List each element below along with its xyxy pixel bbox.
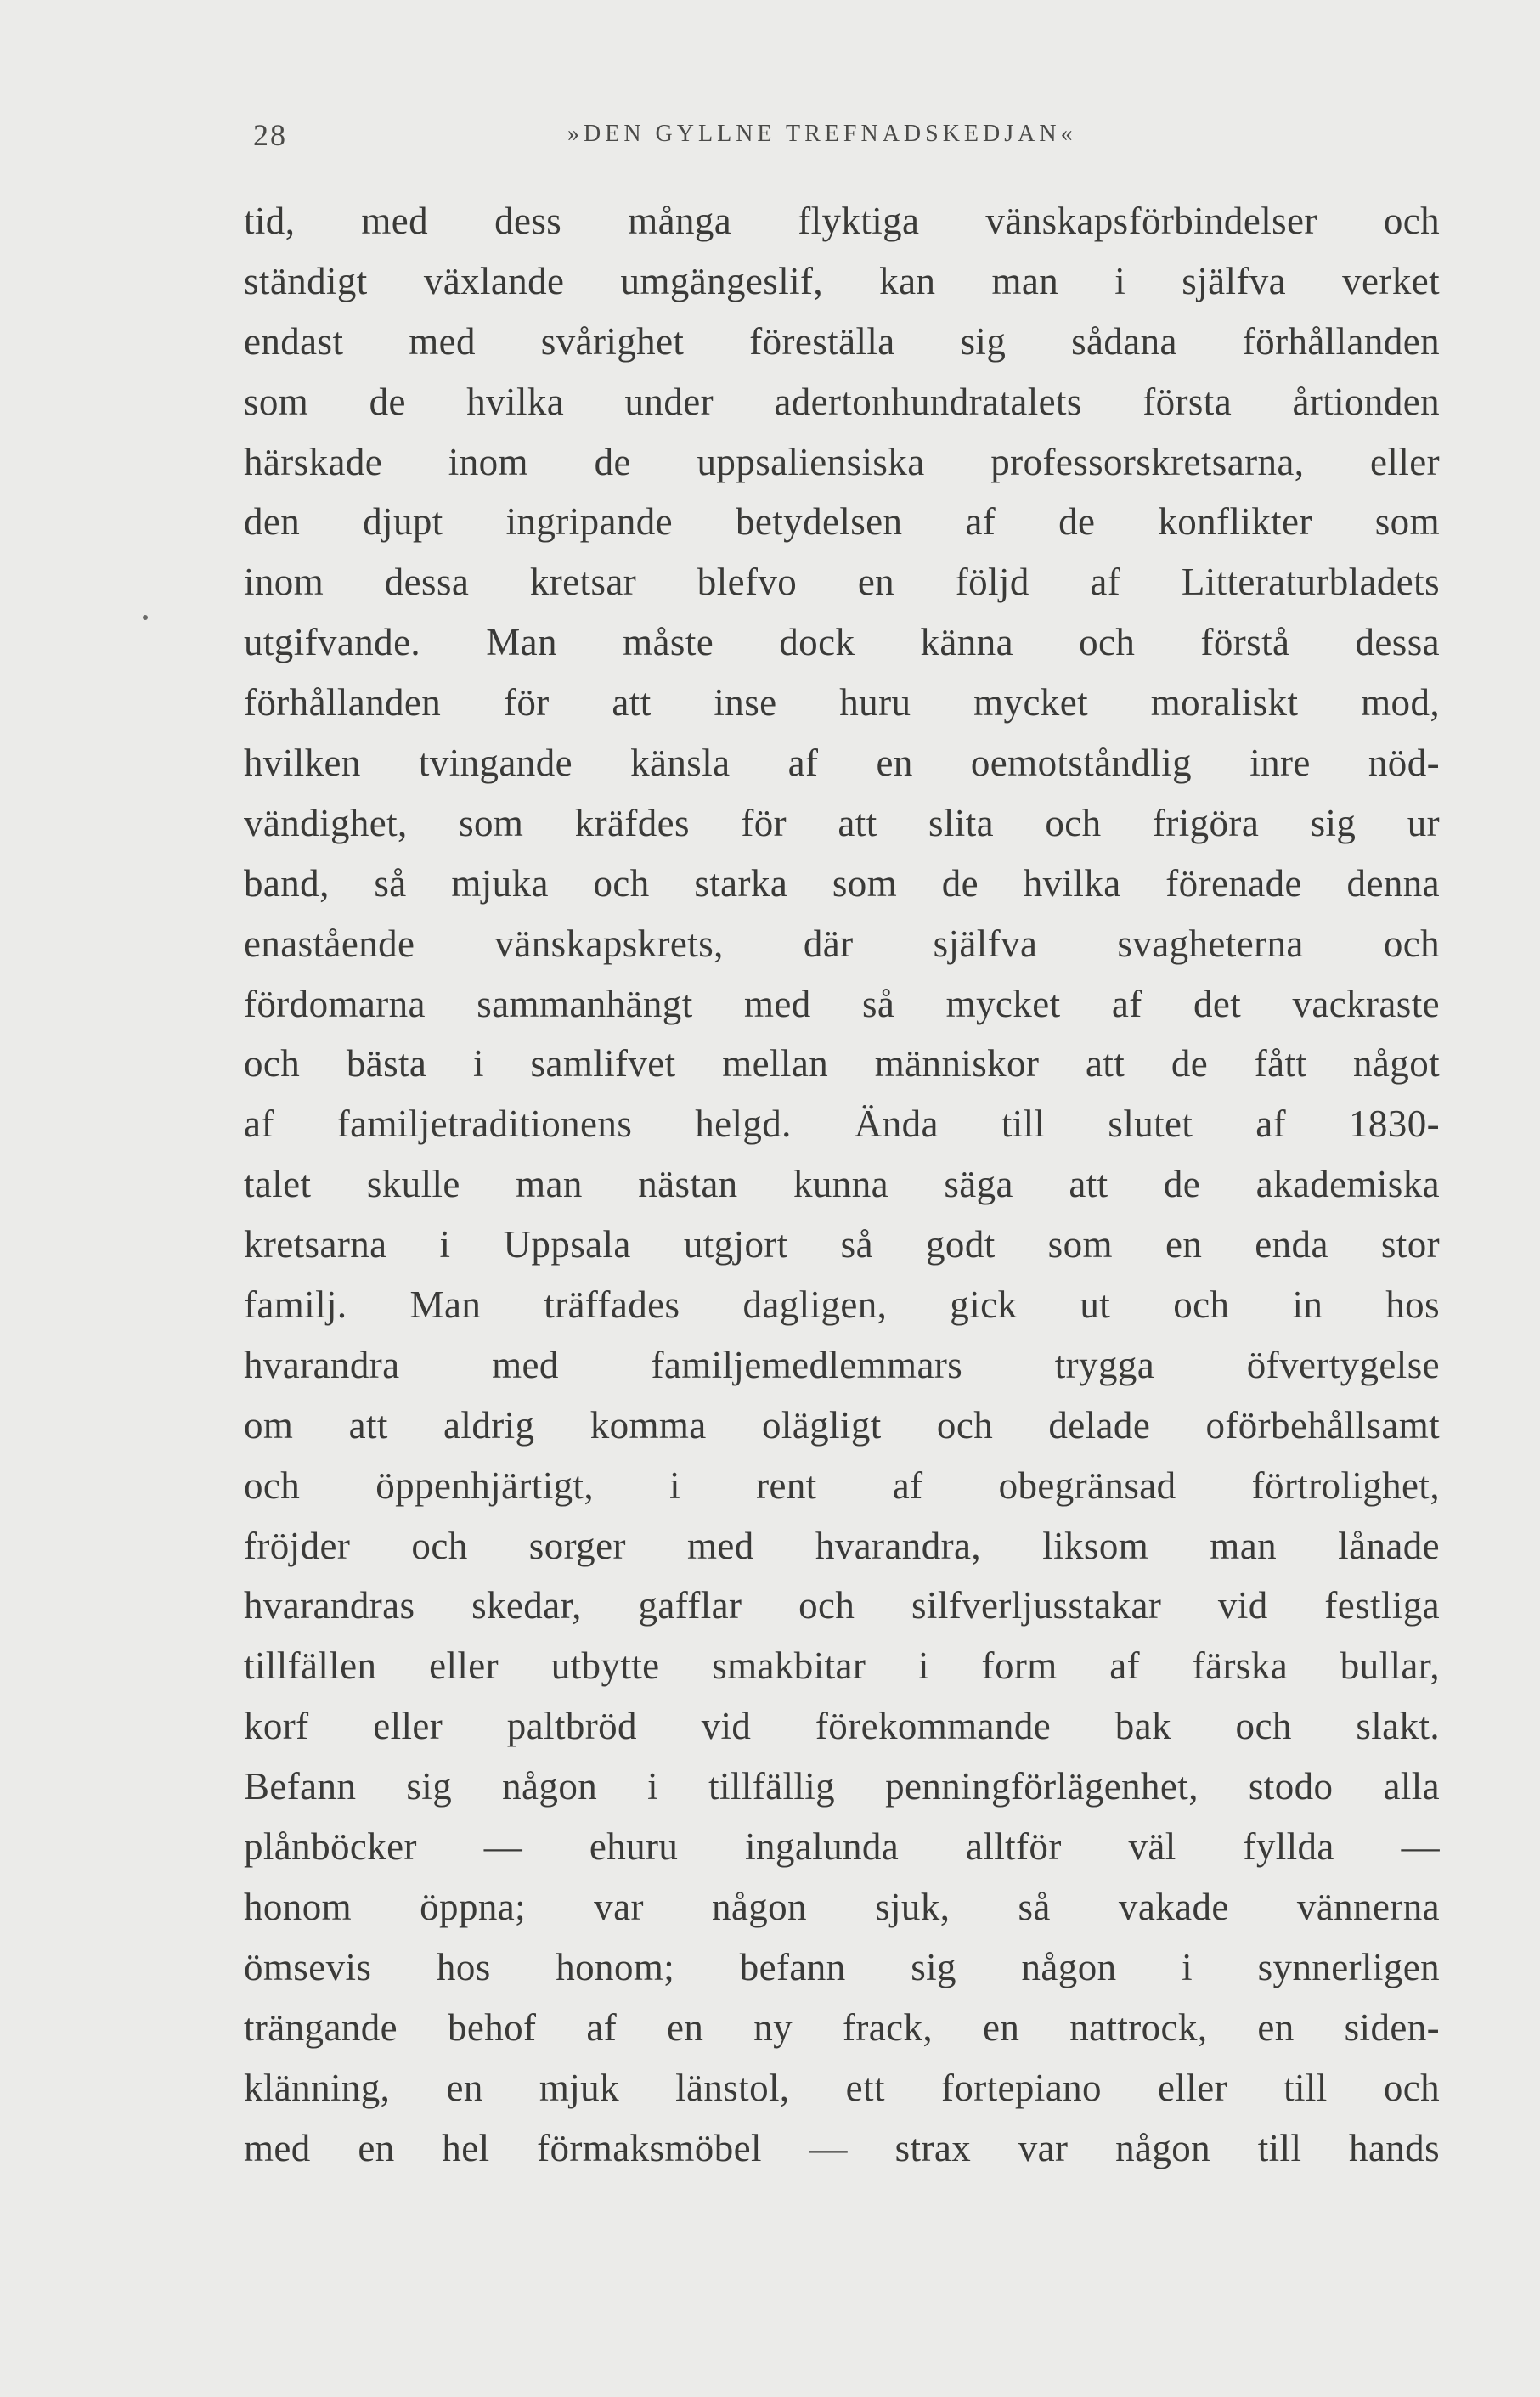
running-title: »DEN GYLLNE TREFNADSKEDJAN« [567,121,1077,147]
text-line: trängande behof af en ny frack, en nattrock, en siden- [244,2005,1440,2049]
text-line: härskade inom de uppsaliensiska professorskretsarna, eller [244,440,1440,483]
text-line: ömsevis hos honom; befann sig någon i synnerligen [244,1945,1440,1988]
text-line: hvarandra med familjemedlemmars trygga öfvertygelse [244,1343,1440,1386]
text-line: hvarandras skedar, gafflar och silfverljusstakar vid festliga [244,1584,1440,1627]
text-line: inom dessa kretsar blefvo en följd af Litteraturbladets [244,561,1440,604]
text-line: endast med svårighet föreställa sig sådana förhållanden [244,319,1440,363]
text-line: tid, med dess många flyktiga vänskapsförbindelser och [244,200,1440,242]
text-line: vändighet, som kräfdes för att slita och frigöra sig ur [244,801,1440,844]
text-line: som de hvilka under adertonhundratalets första årtionden [244,380,1440,423]
text-line: utgifvande. Man måste dock känna och förstå dessa [244,621,1440,664]
text-line: tillfällen eller utbytte smakbitar i form af färska bullar, [244,1644,1440,1688]
text-line: familj. Man träffades dagligen, gick ut och in hos [244,1283,1440,1327]
text-line: honom öppna; var någon sjuk, så vakade vännerna [244,1885,1440,1928]
text-line: plånböcker — ehuru ingalunda alltför väl fyllda — [244,1825,1440,1869]
text-line: med en hel förmaksmöbel — strax var någon till hands [244,2126,1440,2169]
text-line: talet skulle man nästan kunna säga att de akademiska [244,1163,1440,1206]
text-line: enastående vänskapskrets, där själfva svagheterna och [244,922,1440,965]
text-line: hvilken tvingande känsla af en oemotståndlig inre nöd- [244,742,1440,785]
text-line: klänning, en mjuk länstol, ett fortepiano eller till och [244,2066,1440,2109]
text-line: och bästa i samlifvet mellan människor att de fått något [244,1042,1440,1086]
text-line: kretsarna i Uppsala utgjort så godt som en enda stor [244,1223,1440,1266]
text-line: och öppenhjärtigt, i rent af obegränsad förtrolighet, [244,1464,1440,1507]
text-line: Befann sig någon i tillfällig penningförlägenhet, stodo alla [244,1765,1440,1808]
text-line: fördomarna sammanhängt med så mycket af det vackraste [244,982,1440,1025]
running-head [0,117,1540,151]
body-text [244,191,1440,2178]
text-line: af familjetraditionens helgd. Ända till slutet af 1830- [244,1103,1440,1146]
text-line: fröjder och sorger med hvarandra, liksom man lånade [244,1524,1440,1567]
margin-dot [143,615,148,620]
text-line: ständigt växlande umgängeslif, kan man i själfva verket [244,259,1440,302]
text-line: korf eller paltbröd vid förekommande bak och slakt. [244,1705,1440,1748]
text-line: den djupt ingripande betydelsen af de konflikter som [244,500,1440,544]
page-number: 28 [253,118,287,152]
text-line: band, så mjuka och starka som de hvilka förenade denna [244,861,1440,905]
text-line: förhållanden för att inse huru mycket moraliskt mod, [244,681,1440,725]
text-line: om att aldrig komma olägligt och delade oförbehållsamt [244,1403,1440,1447]
